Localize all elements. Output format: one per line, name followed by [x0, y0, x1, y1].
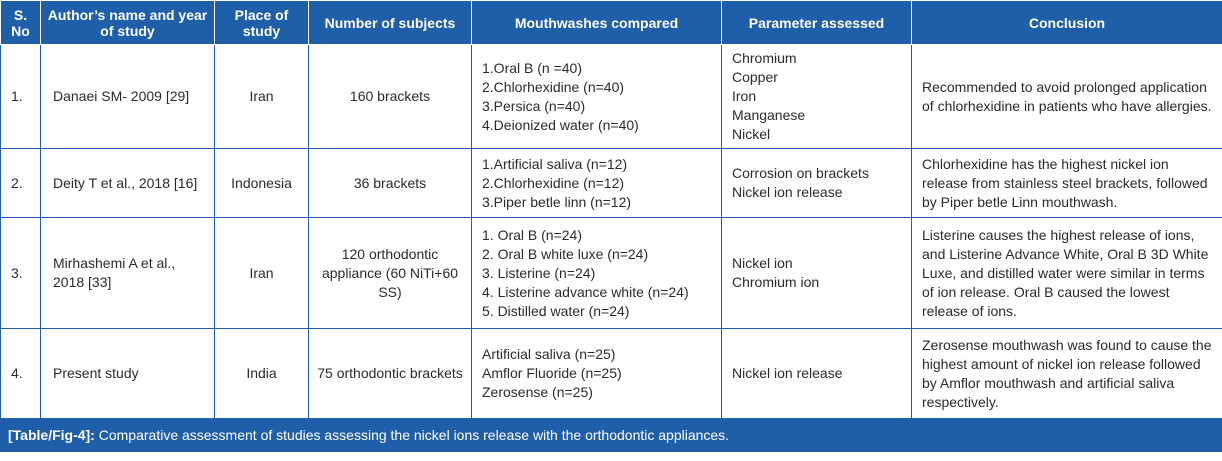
mouthwash-item: 2.Chlorhexidine (n=40) — [482, 78, 625, 95]
mouthwash-item: 5. Distilled water (n=24) — [482, 302, 630, 319]
mouthwash-item: 1. Oral B (n=24) — [482, 226, 582, 243]
mouthwash-item: 4.Deionized water (n=40) — [482, 116, 639, 133]
header-sno: S. No — [1, 1, 41, 45]
header-parameter: Parameter assessed — [722, 1, 912, 45]
header-author: Author’s name and year of study — [41, 1, 215, 45]
cell-author: Deity T et al., 2018 [16] — [41, 149, 215, 218]
mouthwash-item: 2.Chlorhexidine (n=12) — [482, 174, 625, 191]
cell-place: India — [215, 329, 309, 419]
parameter-item: Nickel ion release — [732, 365, 843, 381]
header-mouthwashes: Mouthwashes compared — [472, 1, 722, 45]
cell-sno: 4. — [1, 329, 41, 419]
cell-subjects: 120 orthodontic appliance (60 NiTi+60 SS) — [309, 218, 472, 329]
cell-subjects: 160 brackets — [309, 45, 472, 149]
cell-sno: 2. — [1, 149, 41, 218]
parameter-item: Nickel ion release — [732, 184, 843, 200]
parameter-item: Nickel ion — [732, 255, 793, 271]
mouthwash-item: 2. Oral B white luxe (n=24) — [482, 245, 649, 262]
cell-mouthwashes — [472, 329, 722, 419]
parameter-item: Chromium ion — [732, 274, 820, 290]
mouthwash-item: 3. Listerine (n=24) — [482, 264, 596, 281]
mouthwash-item: Amflor Fluoride (n=25) — [482, 365, 622, 381]
cell-parameters — [722, 149, 912, 218]
parameter-item: Nickel — [732, 126, 771, 142]
cell-subjects: 36 brackets — [309, 149, 472, 218]
cell-author: Present study — [41, 329, 215, 419]
cell-mouthwashes — [472, 149, 722, 218]
cell-parameters — [722, 329, 912, 419]
mouthwash-item: 4. Listerine advance white (n=24) — [482, 283, 689, 300]
table-row — [1, 45, 1222, 149]
parameter-item: Manganese — [732, 107, 806, 123]
mouthwash-item: 1.Oral B (n =40) — [482, 59, 582, 76]
cell-place: Iran — [215, 218, 309, 329]
table-row — [1, 329, 1222, 419]
parameter-item: Iron — [732, 88, 757, 104]
mouthwash-item: 3.Piper betle linn (n=12) — [482, 193, 632, 210]
mouthwash-item: Zerosense (n=25) — [482, 384, 593, 400]
header-subjects: Number of subjects — [309, 1, 472, 45]
parameter-item: Chromium — [732, 50, 797, 66]
table-row — [1, 149, 1222, 218]
caption-tag: [Table/Fig-4]: — [8, 427, 95, 443]
cell-parameters — [722, 218, 912, 329]
mouthwash-item: 1.Artificial saliva (n=12) — [482, 155, 628, 172]
cell-author: Danaei SM- 2009 [29] — [41, 45, 215, 149]
table-row — [1, 218, 1222, 329]
cell-place: Iran — [215, 45, 309, 149]
cell-conclusion: Listerine causes the highest release of ions, and Listerine Advance White, Oral B 3D White Luxe, and distilled water were similar in terms of ion release. Oral B caused the lowest release of ions. — [912, 218, 1222, 329]
cell-sno: 3. — [1, 218, 41, 329]
cell-conclusion: Zerosense mouthwash was found to cause the highest amount of nickel ion release followed by Amflor mouthwash and artificial saliva respectively. — [912, 329, 1222, 419]
caption-text: Comparative assessment of studies assessing the nickel ions release with the orthodontic appliances. — [94, 427, 730, 443]
header-conclusion: Conclusion — [912, 1, 1222, 45]
table-caption — [0, 419, 1222, 452]
cell-mouthwashes — [472, 218, 722, 329]
header-place: Place of study — [215, 1, 309, 45]
parameter-item: Copper — [732, 69, 778, 85]
cell-author: Mirhashemi A et al., 2018 [33] — [41, 218, 215, 329]
cell-sno: 1. — [1, 45, 41, 149]
parameter-item: Corrosion on brackets — [732, 165, 869, 181]
cell-subjects: 75 orthodontic brackets — [309, 329, 472, 419]
cell-conclusion: Chlorhexidine has the highest nickel ion release from stainless steel brackets, followed by Piper betle Linn mouthwash. — [912, 149, 1222, 218]
cell-conclusion: Recommended to avoid prolonged application of chlorhexidine in patients who have allergies. — [912, 45, 1222, 149]
mouthwash-item: 3.Persica (n=40) — [482, 97, 586, 114]
header-row — [1, 1, 1222, 45]
cell-parameters — [722, 45, 912, 149]
mouthwash-item: Artificial saliva (n=25) — [482, 346, 616, 362]
cell-mouthwashes — [472, 45, 722, 149]
cell-place: Indonesia — [215, 149, 309, 218]
